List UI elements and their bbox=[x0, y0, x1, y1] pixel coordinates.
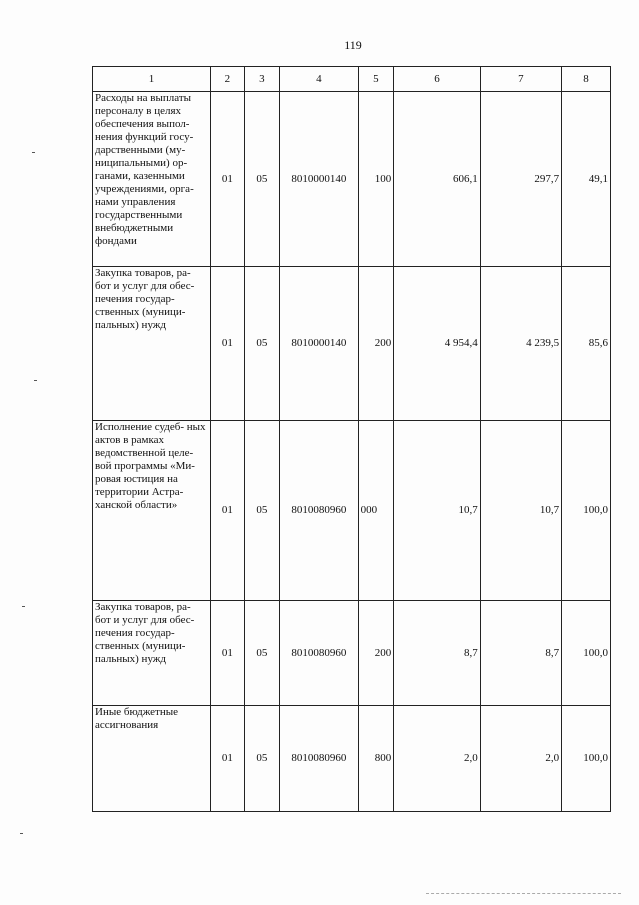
scan-mark bbox=[20, 833, 23, 834]
executed-amount: 8,7 bbox=[480, 601, 561, 706]
executed-amount: 10,7 bbox=[480, 421, 561, 601]
expense-type-code: 800 bbox=[358, 706, 394, 812]
section-code: 01 bbox=[211, 706, 245, 812]
executed-amount: 297,7 bbox=[480, 92, 561, 267]
row-description: Закупка товаров, ра- бот и услуг для обес- печения государ- ственных (муници- пальных) нужд bbox=[93, 267, 211, 421]
subsection-code: 05 bbox=[244, 706, 280, 812]
execution-percent: 49,1 bbox=[562, 92, 611, 267]
subsection-code: 05 bbox=[244, 92, 280, 267]
target-article-code: 8010000140 bbox=[280, 267, 358, 421]
section-code: 01 bbox=[211, 92, 245, 267]
target-article-code: 8010000140 bbox=[280, 92, 358, 267]
row-description: Исполнение судеб- ных актов в рамках ведомственной целе- вой программы «Ми- ровая юстиция на территории Астра- ханской области» bbox=[93, 421, 211, 601]
planned-amount: 606,1 bbox=[394, 92, 481, 267]
subsection-code: 05 bbox=[244, 601, 280, 706]
expense-type-code: 200 bbox=[358, 267, 394, 421]
execution-percent: 100,0 bbox=[562, 706, 611, 812]
scan-mark bbox=[32, 152, 35, 153]
executed-amount: 2,0 bbox=[480, 706, 561, 812]
execution-percent: 85,6 bbox=[562, 267, 611, 421]
execution-percent: 100,0 bbox=[562, 601, 611, 706]
target-article-code: 8010080960 bbox=[280, 601, 358, 706]
scan-mark bbox=[34, 380, 37, 381]
column-header: 7 bbox=[480, 67, 561, 92]
planned-amount: 10,7 bbox=[394, 421, 481, 601]
column-header: 8 bbox=[562, 67, 611, 92]
row-description: Расходы на выплаты персоналу в целях обеспечения выпол- нения функций госу- дарственными (му- ниципальными) ор- ганами, казенными учреждениями, орга- нами управления государственными внебюджетными фондами bbox=[93, 92, 211, 267]
column-header: 2 bbox=[211, 67, 245, 92]
column-header: 4 bbox=[280, 67, 358, 92]
column-header: 5 bbox=[358, 67, 394, 92]
column-header: 6 bbox=[394, 67, 481, 92]
subsection-code: 05 bbox=[244, 267, 280, 421]
column-header: 3 bbox=[244, 67, 280, 92]
section-code: 01 bbox=[211, 601, 245, 706]
column-header: 1 bbox=[93, 67, 211, 92]
target-article-code: 8010080960 bbox=[280, 421, 358, 601]
planned-amount: 4 954,4 bbox=[394, 267, 481, 421]
subsection-code: 05 bbox=[244, 421, 280, 601]
section-code: 01 bbox=[211, 267, 245, 421]
execution-percent: 100,0 bbox=[562, 421, 611, 601]
row-description: Закупка товаров, ра- бот и услуг для обес- печения государ- ственных (муници- пальных) нужд bbox=[93, 601, 211, 706]
planned-amount: 8,7 bbox=[394, 601, 481, 706]
planned-amount: 2,0 bbox=[394, 706, 481, 812]
expense-type-code: 200 bbox=[358, 601, 394, 706]
budget-table bbox=[92, 66, 611, 812]
table-row bbox=[93, 267, 611, 421]
header-row bbox=[93, 67, 611, 92]
table-row bbox=[93, 92, 611, 267]
section-code: 01 bbox=[211, 421, 245, 601]
target-article-code: 8010080960 bbox=[280, 706, 358, 812]
expense-type-code: 100 bbox=[358, 92, 394, 267]
page-number: 119 bbox=[344, 38, 362, 52]
table-row bbox=[93, 421, 611, 601]
executed-amount: 4 239,5 bbox=[480, 267, 561, 421]
scan-edge-line bbox=[426, 893, 621, 894]
row-description: Иные бюджетные ассигнования bbox=[93, 706, 211, 812]
table-row bbox=[93, 706, 611, 812]
expense-type-code: 000 bbox=[358, 421, 394, 601]
scan-mark bbox=[22, 606, 25, 607]
table-row bbox=[93, 601, 611, 706]
